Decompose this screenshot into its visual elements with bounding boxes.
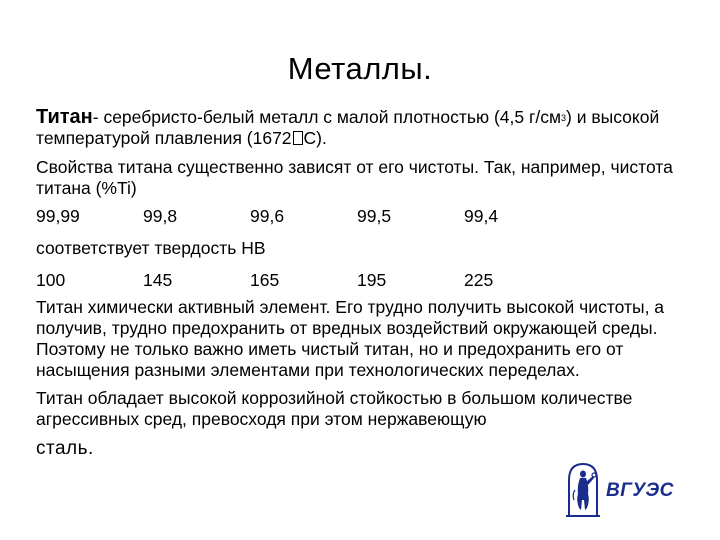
intro-text-c: С).	[303, 128, 327, 148]
corrosion-last-word: сталь.	[36, 438, 94, 459]
emblem-icon	[563, 460, 603, 520]
hardness-value: 225	[464, 270, 494, 290]
term-titanium: Титан	[36, 106, 93, 128]
hardness-label: соответствует твердость НВ	[36, 238, 266, 258]
purity-value: 99,99	[36, 206, 80, 226]
paragraph-purity: Свойства титана существенно зависят от его чистоты. Так, например, чистота титана (%Ti)	[36, 157, 673, 198]
hardness-value: 165	[250, 270, 280, 290]
degree-symbol-icon	[293, 131, 303, 145]
paragraph-chemical-activity: Титан химически активный элемент. Его трудно получить высокой чистоты, а получив, трудно предохранить от вредных воздействий окружающей среды. Поэтому не только важно иметь чистый титан, но и предохранить его от насыщения разными элементами при технологических переделах.	[36, 297, 665, 380]
intro-text-a: - серебристо-белый металл с малой плотностью (4,5 г/см	[92, 107, 561, 127]
hardness-value: 100	[36, 270, 66, 290]
hardness-value: 195	[357, 270, 387, 290]
purity-value: 99,6	[250, 206, 285, 226]
purity-value: 99,5	[357, 206, 392, 226]
corrosion-text: Титан обладает высокой коррозийной стойкостью в большом количестве агрессивных сред, превосходя при этом нержавеющую	[36, 388, 633, 429]
purity-value: 99,8	[143, 206, 178, 226]
superscript-3: 3	[561, 113, 567, 123]
intro-text-b: ) и высокой температурой плавления (1672	[36, 107, 660, 148]
purity-values-row	[36, 206, 686, 227]
purity-value: 99,4	[464, 206, 499, 226]
hardness-values-row	[36, 270, 686, 291]
paragraph-corrosion	[36, 388, 686, 459]
slide-body	[36, 107, 686, 466]
university-logo	[563, 460, 673, 520]
paragraph-titanium-intro	[36, 107, 686, 149]
logo-text: ВГУЭС	[606, 480, 674, 501]
hardness-value: 145	[143, 270, 173, 290]
slide-title: Металлы.	[287, 51, 433, 86]
hardness-label-row	[36, 238, 686, 259]
